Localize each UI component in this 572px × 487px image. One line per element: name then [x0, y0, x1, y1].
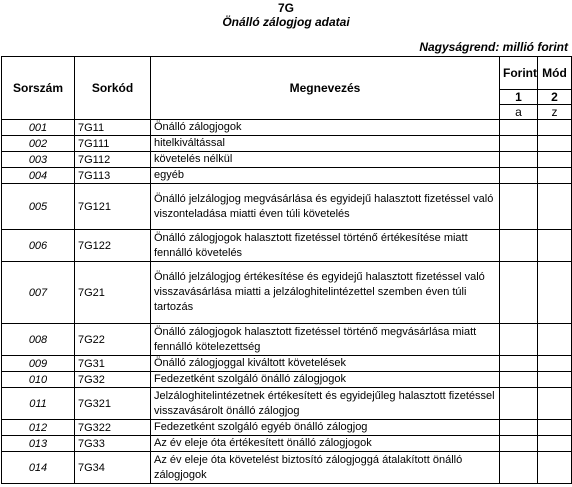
table-row — [2, 120, 572, 136]
row-mod-value[interactable] — [538, 452, 572, 484]
row-forint-value[interactable] — [500, 356, 538, 372]
row-megnevezes: Az év eleje óta követelést biztosító zálogjoggá átalakított önálló zálogjogok — [151, 452, 500, 484]
row-sorkod: 7G113 — [75, 168, 151, 184]
row-forint-value[interactable] — [500, 262, 538, 324]
row-megnevezes: Önálló zálogjogok halasztott fizetéssel történő értékesítése miatt fennálló követelés — [151, 230, 500, 262]
row-mod-value[interactable] — [538, 184, 572, 230]
row-megnevezes: egyéb — [151, 168, 500, 184]
row-mod-value[interactable] — [538, 388, 572, 420]
table-row — [2, 168, 572, 184]
row-sorkod: 7G111 — [75, 136, 151, 152]
row-sorszam: 013 — [2, 436, 75, 452]
row-mod-value[interactable] — [538, 136, 572, 152]
table-code: 7G — [277, 1, 294, 15]
row-mod-value[interactable] — [538, 152, 572, 168]
row-sorkod: 7G322 — [75, 420, 151, 436]
row-mod-value[interactable] — [538, 230, 572, 262]
row-mod-value[interactable] — [538, 324, 572, 356]
row-sorszam: 004 — [2, 168, 75, 184]
row-megnevezes: Fedezetként szolgáló önálló zálogjogok — [151, 372, 500, 388]
table-row — [2, 452, 572, 484]
row-forint-value[interactable] — [500, 120, 538, 136]
row-forint-value[interactable] — [500, 436, 538, 452]
row-megnevezes: Önálló jelzálogjog értékesítése és egyidejű halasztott fizetéssel való visszavásárlása miatti a jelzáloghitelintézettel szemben éven túli tartozás — [151, 262, 500, 324]
table-row — [2, 436, 572, 452]
row-megnevezes: Az év eleje óta értékesített önálló zálogjogok — [151, 436, 500, 452]
row-mod-value[interactable] — [538, 372, 572, 388]
row-sorszam: 005 — [2, 184, 75, 230]
row-sorkod: 7G34 — [75, 452, 151, 484]
row-forint-value[interactable] — [500, 230, 538, 262]
table-row — [2, 356, 572, 372]
table-row — [2, 420, 572, 436]
row-sorkod: 7G33 — [75, 436, 151, 452]
row-forint-value[interactable] — [500, 388, 538, 420]
row-mod-value[interactable] — [538, 436, 572, 452]
row-megnevezes: Jelzáloghitelintézetnek értékesített és egyidejűleg halasztott fizetéssel visszavásárolt önálló zálogjog — [151, 388, 500, 420]
row-forint-value[interactable] — [500, 372, 538, 388]
table-row — [2, 152, 572, 168]
table-title: Önálló zálogjog adatai — [222, 15, 350, 29]
row-sorkod: 7G121 — [75, 184, 151, 230]
row-forint-value[interactable] — [500, 152, 538, 168]
row-sorkod: 7G321 — [75, 388, 151, 420]
row-sorkod: 7G22 — [75, 324, 151, 356]
row-sorkod: 7G31 — [75, 356, 151, 372]
row-forint-value[interactable] — [500, 168, 538, 184]
row-sorszam: 010 — [2, 372, 75, 388]
row-forint-value[interactable] — [500, 452, 538, 484]
row-sorkod: 7G112 — [75, 152, 151, 168]
table-row — [2, 388, 572, 420]
header-forint-num: 1 — [500, 90, 538, 105]
header-forint: Forint — [500, 57, 538, 90]
row-megnevezes: Önálló zálogjoggal kiváltott követelések — [151, 356, 500, 372]
row-sorszam: 003 — [2, 152, 75, 168]
row-sorkod: 7G32 — [75, 372, 151, 388]
table-row — [2, 184, 572, 230]
data-table — [1, 56, 572, 484]
table-row — [2, 262, 572, 324]
table-row — [2, 372, 572, 388]
row-mod-value[interactable] — [538, 420, 572, 436]
header-megnevezes: Megnevezés — [151, 57, 500, 120]
row-mod-value[interactable] — [538, 168, 572, 184]
row-sorszam: 012 — [2, 420, 75, 436]
table-row — [2, 230, 572, 262]
row-forint-value[interactable] — [500, 184, 538, 230]
row-sorszam: 006 — [2, 230, 75, 262]
row-megnevezes: Önálló zálogjogok halasztott fizetéssel történő megvásárlása miatt fennálló kötelezettség — [151, 324, 500, 356]
row-sorkod: 7G122 — [75, 230, 151, 262]
row-sorszam: 002 — [2, 136, 75, 152]
row-sorszam: 011 — [2, 388, 75, 420]
row-mod-value[interactable] — [538, 120, 572, 136]
table-body — [2, 120, 572, 484]
row-mod-value[interactable] — [538, 356, 572, 372]
header-mod-num: 2 — [538, 90, 572, 105]
header-mod-letter: z — [538, 105, 572, 120]
row-sorszam: 008 — [2, 324, 75, 356]
row-sorszam: 009 — [2, 356, 75, 372]
row-sorszam: 001 — [2, 120, 75, 136]
header-sorszam: Sorszám — [2, 57, 75, 120]
row-sorszam: 014 — [2, 452, 75, 484]
row-megnevezes: Önálló zálogjogok — [151, 120, 500, 136]
row-sorkod: 7G11 — [75, 120, 151, 136]
row-megnevezes: követelés nélkül — [151, 152, 500, 168]
table-row — [2, 136, 572, 152]
row-megnevezes: Fedezetként szolgáló egyéb önálló zálogjog — [151, 420, 500, 436]
row-sorszam: 007 — [2, 262, 75, 324]
row-mod-value[interactable] — [538, 262, 572, 324]
row-forint-value[interactable] — [500, 136, 538, 152]
unit-label: Nagyságrend: millió forint — [419, 40, 568, 54]
row-megnevezes: hitelkiváltással — [151, 136, 500, 152]
row-forint-value[interactable] — [500, 420, 538, 436]
table-row — [2, 324, 572, 356]
header-mod: Mód — [538, 57, 572, 90]
row-sorkod: 7G21 — [75, 262, 151, 324]
header-forint-letter: a — [500, 105, 538, 120]
row-forint-value[interactable] — [500, 324, 538, 356]
header-sorkod: Sorkód — [75, 57, 151, 120]
row-megnevezes: Önálló jelzálogjog megvásárlása és egyidejű halasztott fizetéssel való viszonteladása miatti éven túli követelés — [151, 184, 500, 230]
